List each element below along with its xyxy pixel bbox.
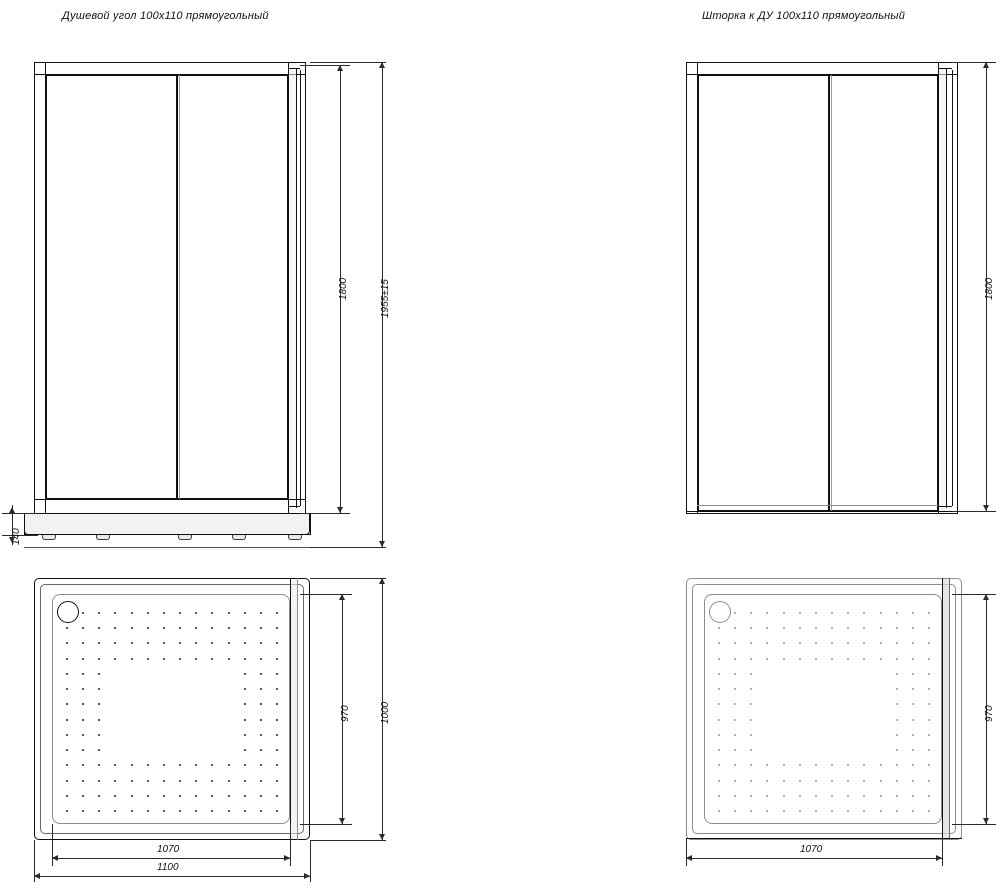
ext-line-140-top (2, 513, 38, 514)
tray-front-left-edge (24, 513, 25, 535)
screen-door-right (829, 75, 938, 511)
screen-plan-basin (704, 594, 942, 824)
dim-arrow-1000-down (379, 834, 385, 840)
ext-line-r1800-top (952, 62, 996, 63)
door-center-mullion (176, 75, 177, 499)
screen-right-edge-2 (946, 68, 947, 508)
sliding-door-right (177, 75, 288, 499)
screen-corner-bevel-bottom (938, 506, 952, 507)
screen-plan-strip-shade (943, 579, 949, 839)
tray-foot-3 (178, 535, 192, 540)
dim-label-1070: 1070 (157, 844, 180, 855)
bottom-rail-line (34, 499, 306, 500)
tray-plan-inner-basin (52, 594, 290, 824)
right-panel-edge-2 (296, 68, 297, 508)
ext-line-1955-top (310, 62, 386, 63)
tray-foot-4 (232, 535, 246, 540)
corner-bevel-top (288, 68, 300, 69)
floor-line (24, 547, 310, 548)
dim-arrow-r1800-up (983, 62, 989, 68)
dim-label-r1800: 1800 (984, 277, 995, 300)
screen-center-mullion-2 (831, 75, 832, 511)
screen-plan-bottom-line (686, 838, 962, 839)
dim-arrow-r970-up (983, 594, 989, 600)
ext-line-970-bottom (300, 824, 352, 825)
screen-door-left (698, 75, 829, 511)
dim-arrow-1955-down (379, 541, 385, 547)
screen-bottom-rail-2 (697, 505, 938, 506)
dim-label-r1070: 1070 (800, 844, 823, 855)
ext-line-1800-bottom (300, 513, 350, 514)
ext-line-1000-bottom (310, 840, 386, 841)
drain-circle (57, 601, 79, 623)
tray-front-body (24, 513, 310, 535)
ext-line-r1070-right (942, 838, 943, 866)
tray-foot-2 (96, 535, 110, 540)
dim-arrow-1800-up (337, 65, 343, 71)
screen-right-shade (939, 63, 946, 513)
left-drawing-title: Душевой угол 100х110 прямоугольный (62, 10, 269, 22)
right-panel-shade (289, 63, 296, 513)
ext-line-1000-top (310, 578, 386, 579)
dim-label-140: 140 (11, 528, 22, 545)
dim-arrow-r1070-left (686, 855, 692, 861)
ext-line-r1070-left (686, 838, 687, 866)
tray-foot-1 (42, 535, 56, 540)
dim-label-970: 970 (340, 705, 351, 722)
screen-right-edge-3 (952, 70, 953, 506)
plan-right-strip-shade (291, 579, 297, 839)
ext-line-r970-bottom (952, 824, 996, 825)
screen-center-mullion (828, 75, 829, 511)
corner-bevel-bottom (288, 506, 300, 507)
screen-bottom-rail (686, 511, 958, 512)
dim-arrow-1100-right (304, 873, 310, 879)
dim-arrow-1000-up (379, 578, 385, 584)
dim-arrow-970-down (339, 818, 345, 824)
ext-line-1955-bottom (310, 547, 386, 548)
tray-foot-5 (288, 535, 302, 540)
dim-label-r970: 970 (984, 705, 995, 722)
ext-line-1070-right (290, 824, 291, 866)
dim-arrow-r1070-right (936, 855, 942, 861)
door-center-mullion-2 (179, 75, 180, 499)
dim-label-1955: 1955±15 (380, 279, 391, 318)
dim-arrow-140-up (9, 507, 15, 513)
dim-line-1070 (52, 858, 290, 859)
ext-line-1100-right (310, 840, 311, 882)
dim-line-r1070 (686, 858, 942, 859)
ext-line-r970-top (952, 594, 996, 595)
dim-label-1000: 1000 (380, 701, 391, 724)
tray-front-bottom-line (24, 534, 310, 535)
dim-arrow-1800-down (337, 507, 343, 513)
plan-right-strip-2 (297, 578, 298, 840)
dim-label-1800: 1800 (338, 277, 349, 300)
dim-label-1100: 1100 (157, 862, 179, 873)
right-drawing-title: Шторка к ДУ 100х110 прямоугольный (702, 10, 906, 22)
right-panel-edge-3 (300, 70, 301, 506)
dim-arrow-1070-left (52, 855, 58, 861)
screen-drain-circle (709, 601, 731, 623)
dim-line-1100 (34, 876, 310, 877)
dim-arrow-r1800-down (983, 505, 989, 511)
screen-plan-strip-2 (949, 578, 950, 840)
dim-arrow-1955-up (379, 62, 385, 68)
dim-arrow-r970-down (983, 818, 989, 824)
dim-arrow-970-up (339, 594, 345, 600)
ext-line-r1800-bottom (952, 511, 996, 512)
screen-corner-bevel-top (938, 68, 952, 69)
dim-arrow-1070-right (284, 855, 290, 861)
dim-arrow-1100-left (34, 873, 40, 879)
tray-front-right-edge (310, 513, 311, 535)
sliding-door-left (46, 75, 177, 499)
